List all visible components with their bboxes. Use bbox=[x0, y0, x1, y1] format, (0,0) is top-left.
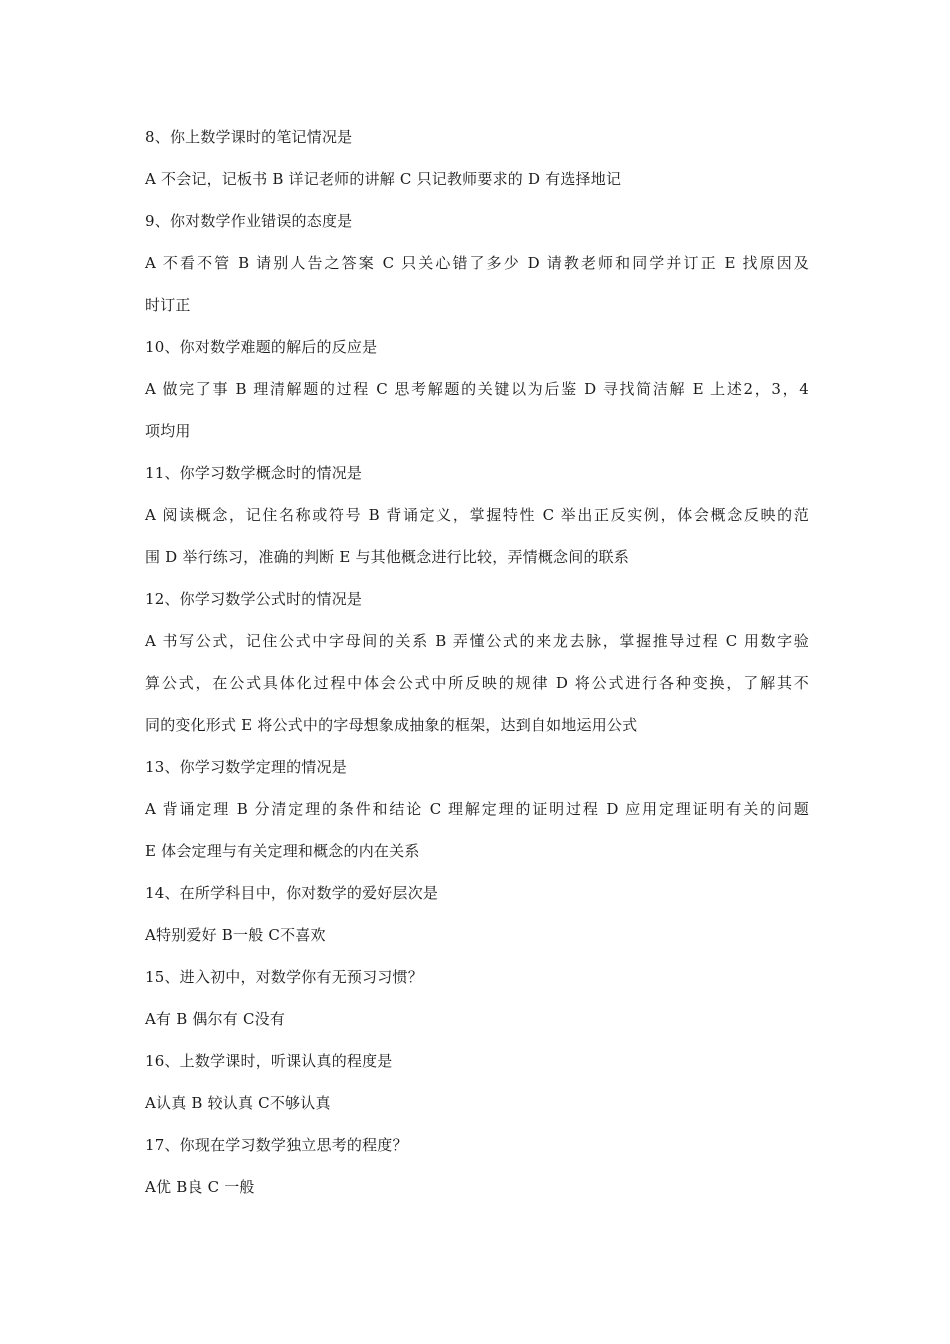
text-line: 14、在所学科目中，你对数学的爱好层次是 bbox=[145, 884, 439, 902]
text-line: A 阅读概念，记住名称或符号 B 背诵定义，掌握特性 C 举出正反实例，体会概念反映的范 bbox=[145, 506, 809, 524]
text-line: A有 B 偶尔有 C没有 bbox=[145, 1010, 286, 1028]
text-line: 9、你对数学作业错误的态度是 bbox=[145, 212, 353, 230]
text-line: 13、你学习数学定理的情况是 bbox=[145, 758, 347, 776]
text-line: A 不看不管 B 请别人告之答案 C 只关心错了多少 D 请教老师和同学并订正 E 找原因及 bbox=[145, 254, 809, 272]
document-body bbox=[145, 116, 809, 1208]
text-line: 同的变化形式 E 将公式中的字母想象成抽象的框架，达到自如地运用公式 bbox=[145, 716, 638, 734]
text-line: A 书写公式，记住公式中字母间的关系 B 弄懂公式的来龙去脉，掌握推导过程 C 用数字验 bbox=[145, 632, 809, 650]
text-line: 项均用 bbox=[145, 422, 191, 440]
text-line: 16、上数学课时，听课认真的程度是 bbox=[145, 1052, 393, 1070]
text-line: 算公式，在公式具体化过程中体会公式中所反映的规律 D 将公式进行各种变换，了解其不 bbox=[145, 674, 809, 692]
text-line: A特别爱好 B一般 C不喜欢 bbox=[145, 926, 326, 944]
text-line: 12、你学习数学公式时的情况是 bbox=[145, 590, 363, 608]
text-line: A优 B良 C 一般 bbox=[145, 1178, 255, 1196]
text-line: A 做完了事 B 理清解题的过程 C 思考解题的关键以为后鉴 D 寻找简洁解 E 上述2，3，4 bbox=[145, 380, 809, 398]
text-line: 8、你上数学课时的笔记情况是 bbox=[145, 128, 353, 146]
text-line: 时订正 bbox=[145, 296, 191, 314]
text-line: 11、你学习数学概念时的情况是 bbox=[145, 464, 363, 482]
text-line: A认真 B 较认真 C不够认真 bbox=[145, 1094, 331, 1112]
text-line: A 背诵定理 B 分清定理的条件和结论 C 理解定理的证明过程 D 应用定理证明有关的问题 bbox=[145, 800, 809, 818]
text-line: E 体会定理与有关定理和概念的内在关系 bbox=[145, 842, 420, 860]
text-line: 15、进入初中，对数学你有无预习习惯？ bbox=[145, 968, 423, 986]
text-line: 10、你对数学难题的解后的反应是 bbox=[145, 338, 378, 356]
text-line: 围 D 举行练习，准确的判断 E 与其他概念进行比较，弄情概念间的联系 bbox=[145, 548, 630, 566]
text-line: 17、你现在学习数学独立思考的程度？ bbox=[145, 1136, 408, 1154]
text-line: A 不会记，记板书 B 详记老师的讲解 C 只记教师要求的 D 有选择地记 bbox=[145, 170, 622, 188]
